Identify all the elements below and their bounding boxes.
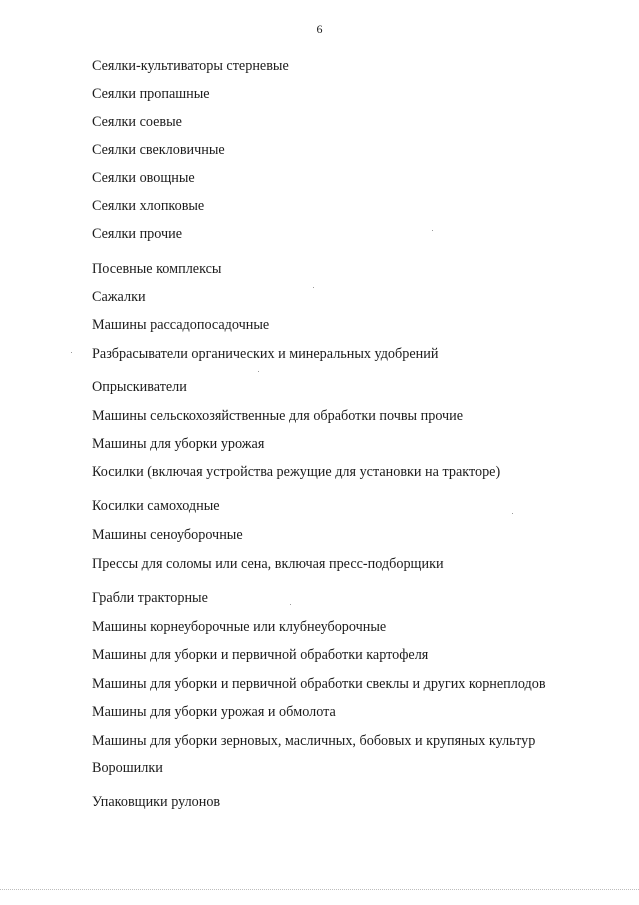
list-item: Машины для уборки и первичной обработки свеклы и других корнеплодов xyxy=(92,676,546,692)
list-item: Сеялки прочие xyxy=(92,226,183,242)
list-item: Посевные комплексы xyxy=(92,261,222,277)
page-bottom-rule xyxy=(0,889,639,890)
list-item: Сеялки соевые xyxy=(92,114,182,130)
list-item: Сеялки овощные xyxy=(92,170,195,186)
list-item: Машины для уборки и первичной обработки картофеля xyxy=(92,647,429,663)
list-item: Косилки самоходные xyxy=(92,498,220,514)
scan-speck xyxy=(432,230,433,231)
scan-speck xyxy=(512,513,513,514)
list-item: Упаковщики рулонов xyxy=(92,794,221,810)
list-item: Машины корнеуборочные или клубнеуборочные xyxy=(92,619,387,635)
scan-speck xyxy=(258,371,259,372)
list-item: Сеялки хлопковые xyxy=(92,198,205,214)
list-item: Разбрасыватели органических и минеральных удобрений xyxy=(92,346,439,362)
list-item: Сажалки xyxy=(92,289,146,305)
list-item: Машины рассадопосадочные xyxy=(92,317,270,333)
scan-speck xyxy=(290,604,291,605)
scan-speck xyxy=(313,287,314,288)
list-item: Косилки (включая устройства режущие для установки на тракторе) xyxy=(92,464,501,480)
list-item: Опрыскиватели xyxy=(92,379,187,395)
list-item: Сеялки-культиваторы стерневые xyxy=(92,58,289,74)
list-item: Ворошилки xyxy=(92,760,163,776)
list-item: Грабли тракторные xyxy=(92,590,208,606)
list-item: Сеялки свекловичные xyxy=(92,142,225,158)
list-item: Машины сеноуборочные xyxy=(92,527,243,543)
page-number: 6 xyxy=(316,22,323,36)
list-item: Сеялки пропашные xyxy=(92,86,210,102)
scan-speck xyxy=(71,352,72,353)
list-item: Машины сельскохозяйственные для обработки почвы прочие xyxy=(92,408,464,424)
list-item: Прессы для соломы или сена, включая пресс-подборщики xyxy=(92,556,444,572)
list-item: Машины для уборки зерновых, масличных, бобовых и крупяных культур xyxy=(92,733,536,749)
list-item: Машины для уборки урожая и обмолота xyxy=(92,704,336,720)
list-item: Машины для уборки урожая xyxy=(92,436,265,452)
